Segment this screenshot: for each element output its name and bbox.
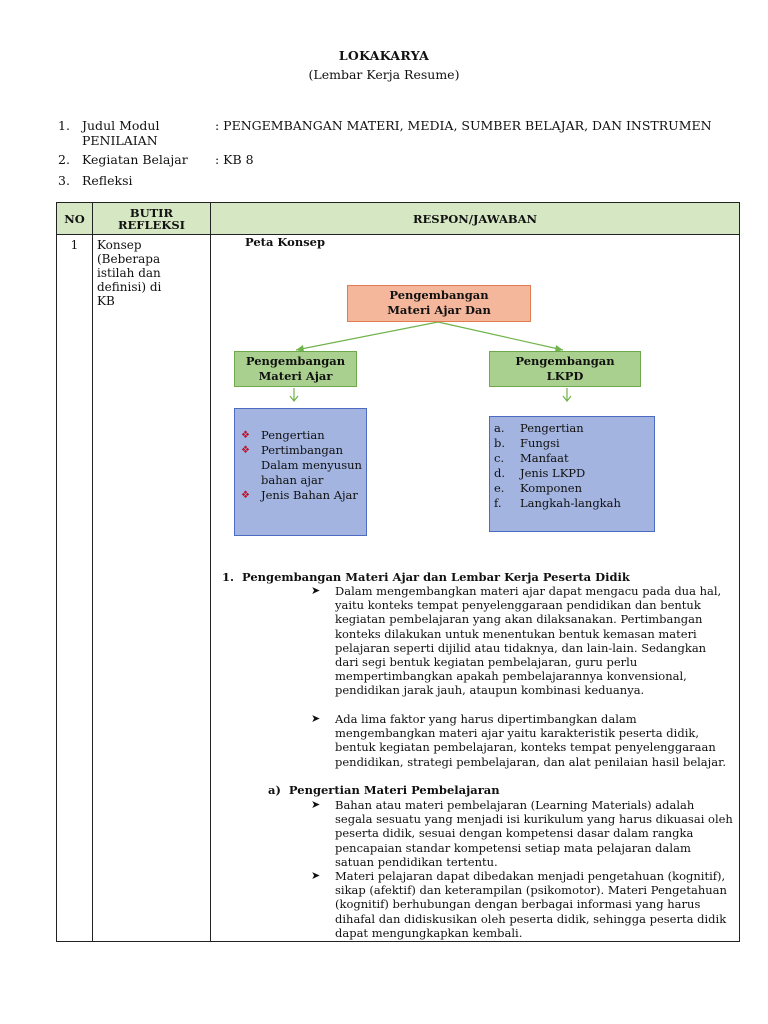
info-value: : KB 8 — [215, 152, 254, 167]
subsection-heading — [268, 783, 500, 797]
paragraph-1 — [311, 584, 733, 698]
info-num: 2. — [58, 152, 70, 167]
butir-line: (Beberapa — [97, 252, 161, 266]
paragraph-text: Bahan atau materi pembelajaran (Learning Materials) adalah segala sesuatu yang menjadi isi kurikulum yang harus dikuasai oleh peserta didik, sesuai dengan kompetensi dasar dalam rangka pencapaian standar kompetensi setiap mata pelajaran dalam satuan pendidikan tertentu. — [335, 798, 733, 869]
list-item — [494, 436, 650, 451]
subsection-number: a) — [268, 783, 281, 797]
list-item — [494, 466, 650, 481]
list-item — [494, 421, 650, 436]
item-text: Langkah-langkah — [520, 496, 621, 510]
left-line1: Pengembangan — [245, 354, 346, 368]
arrow-bullet-icon: ➤ — [311, 712, 321, 725]
butir-line: definisi) di — [97, 280, 162, 294]
arrow-bullet-icon: ➤ — [311, 584, 321, 597]
root-line2: Materi Ajar Dan — [387, 303, 491, 317]
right-line1: Pengembangan — [515, 354, 615, 368]
concept-right-list-box — [489, 416, 655, 532]
paragraph-text: Dalam mengembangkan materi ajar dapat mengacu pada dua hal, yaitu konteks tempat penyelenggaraan pendidikan dan bentuk kegiatan pembelajaran yang akan dilaksanakan. Pertimbangan konteks dilakukan untuk menentukan bentuk kemasan materi pelajaran seperti dijilid atau tidaknya, dan lain-lain. Sedangkan dari segi bentuk kegiatan pembelajaran, guru perlu mempertimbangkan apakah pembelajarannya konvensional, pendidikan jarak jauh, ataupun kombinasi keduanya. — [335, 584, 722, 698]
arrow-bullet-icon: ❖ — [241, 490, 250, 501]
list-marker: b. — [494, 436, 506, 450]
item-text: Jenis LKPD — [520, 466, 586, 480]
paragraph-text: Materi pelajaran dapat dibedakan menjadi pengetahuan (kognitif), sikap (afektif) dan keterampilan (psikomotor). Materi Pengetahuan (kognitif) berhubungan dengan berbagai informasi yang harus dihafal dan didiskusikan oleh peserta didik, sehingga peserta didik dapat mengungkapkan kembali. — [335, 869, 727, 940]
concept-left-box — [234, 351, 357, 387]
item-text: Fungsi — [520, 436, 560, 450]
butir-line: KB — [97, 294, 115, 308]
header-butir-line1: BUTIR — [129, 205, 174, 220]
connector-root-right — [438, 322, 563, 350]
concept-map-heading: Peta Konsep — [245, 235, 326, 249]
left-item-list — [239, 428, 362, 503]
info-num: 3. — [58, 173, 70, 188]
item-text: Jenis Bahan Ajar — [261, 488, 358, 502]
row-no: 1 — [57, 235, 93, 942]
paragraph-2 — [311, 712, 733, 769]
header-butir-line2: REFLEKSI — [117, 217, 186, 232]
paragraph-text: Ada lima faktor yang harus dipertimbangkan dalam mengembangkan materi ajar yaitu karakteristik peserta didik, bentuk kegiatan pembelajaran, konteks tempat penyelenggaraan pendidikan, strategi pembelajaran, dan alat penilaian hasil belajar. — [335, 712, 726, 769]
concept-left-list-box — [234, 408, 367, 536]
list-item — [239, 488, 362, 503]
list-marker: d. — [494, 466, 506, 480]
section-number: 1. — [222, 570, 235, 584]
concept-root-box — [347, 285, 531, 322]
item-text: Pengertian — [520, 421, 584, 435]
doc-title: LOKAKARYA — [338, 48, 430, 63]
info-label: Kegiatan Belajar — [82, 152, 188, 167]
right-line2: LKPD — [546, 369, 584, 383]
butir-line: Konsep — [97, 238, 142, 252]
right-item-list — [494, 421, 650, 511]
section-heading — [222, 570, 630, 584]
info-value: : PENGEMBANGAN MATERI, MEDIA, SUMBER BELAJAR, DAN INSTRUMEN — [215, 118, 712, 133]
doc-subtitle: (Lembar Kerja Resume) — [308, 67, 460, 82]
arrow-bullet-icon: ❖ — [241, 430, 250, 441]
section-title: Pengembangan Materi Ajar dan Lembar Kerja Peserta Didik — [242, 570, 630, 584]
list-item — [494, 451, 650, 466]
list-item — [239, 428, 362, 443]
list-marker: c. — [494, 451, 505, 465]
arrow-bullet-icon: ❖ — [241, 445, 250, 456]
info-value-cont: PENILAIAN — [82, 133, 158, 148]
list-item — [239, 443, 362, 488]
info-label: Judul Modul — [82, 118, 160, 133]
item-text: Manfaat — [520, 451, 569, 465]
header-respon: RESPON/JAWABAN — [211, 203, 740, 235]
paragraph-4 — [311, 869, 733, 940]
info-num: 1. — [58, 118, 70, 133]
arrow-bullet-icon: ➤ — [311, 869, 321, 882]
list-marker: f. — [494, 496, 502, 510]
subsection-title: Pengertian Materi Pembelajaran — [288, 783, 500, 797]
root-line1: Pengembangan — [389, 288, 489, 302]
item-text: Pengertian — [261, 428, 325, 442]
connector-root-left — [296, 322, 438, 350]
header-no: NO — [57, 203, 93, 235]
info-label: Refleksi — [82, 173, 133, 188]
butir-line: istilah dan — [97, 266, 161, 280]
item-text: Pertimbangan Dalam menyusun bahan ajar — [261, 443, 362, 487]
item-text: Komponen — [520, 481, 583, 495]
list-item — [494, 496, 650, 511]
arrow-bullet-icon: ➤ — [311, 798, 321, 811]
list-marker: a. — [494, 421, 505, 435]
left-line2: Materi Ajar — [258, 369, 333, 383]
list-marker: e. — [494, 481, 505, 495]
concept-right-box — [489, 351, 641, 387]
paragraph-3 — [311, 798, 733, 869]
list-item — [494, 481, 650, 496]
